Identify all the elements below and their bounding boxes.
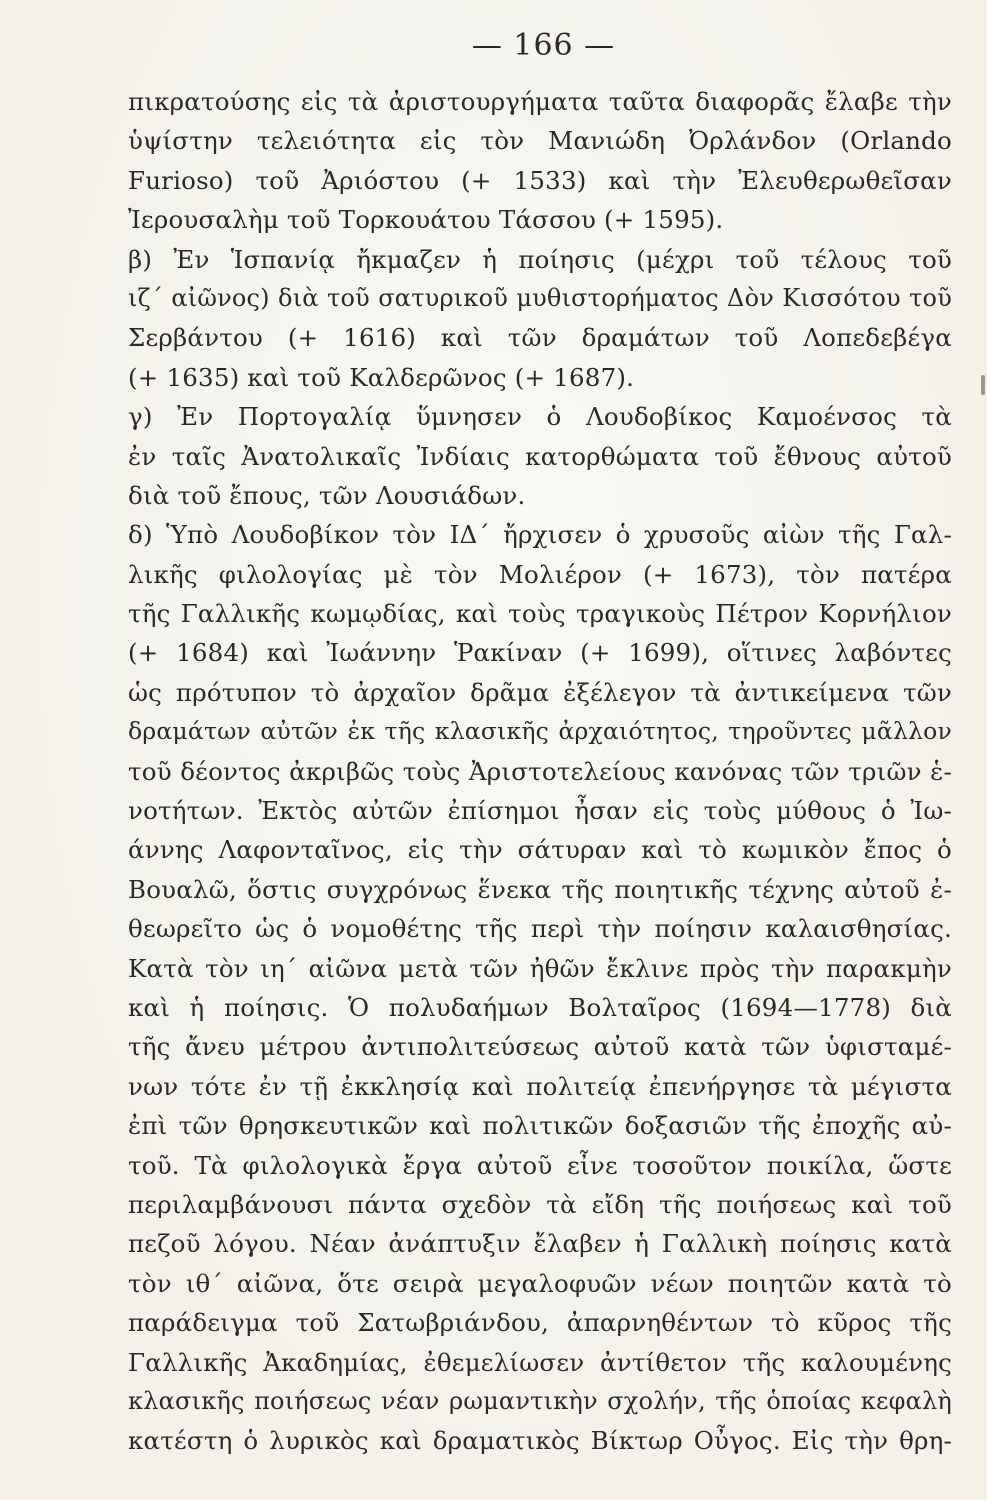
text-line: ιζ΄ αἰῶνος) διὰ τοῦ σατυρικοῦ μυθιστορήματος Δὸν Κισσότου τοῦ	[128, 283, 952, 312]
text-line: νων τότε ἐν τῇ ἐκκλησίᾳ καὶ πολιτείᾳ ἐπενήργησε τὰ μέγιστα	[128, 1071, 952, 1101]
text-line: πικρατούσης εἰς τὰ ἀριστουργήματα ταῦτα διαφορᾶς ἔλαβε τὴν	[128, 87, 952, 116]
text-line: πεζοῦ λόγου. Νέαν ἀνάπτυξιν ἔλαβεν ἡ Γαλλικὴ ποίησις κατὰ	[128, 1229, 952, 1259]
text-line: Furioso) τοῦ Ἀριόστου (+ 1533) καὶ τὴν Ἐλευθερωθεῖσαν	[128, 165, 952, 195]
text-line: τοῦ. Τὰ φιλολογικὰ ἔργα αὐτοῦ εἶνε τοσοῦτον ποικίλα, ὥστε	[128, 1150, 952, 1180]
text-line: ὡς πρότυπον τὸ ἀρχαῖον δρᾶμα ἐξέλεγον τὰ ἀντικείμενα τῶν	[128, 677, 952, 707]
text-line: παράδειγμα τοῦ Σατωβριάνδου, ἀπαρνηθέντων τὸ κῦρος τῆς	[128, 1308, 952, 1338]
text-line: (+ 1635) καὶ τοῦ Καλδερῶνος (+ 1687).	[128, 362, 635, 392]
text-line: β) Ἐν Ἱσπανίᾳ ἤκμαζεν ἡ ποίησις (μέχρι τοῦ τέλους τοῦ	[128, 244, 952, 274]
text-line: Κατὰ τὸν ιη΄ αἰῶνα μετὰ τῶν ἠθῶν ἔκλινε πρὸς τὴν παρακμὴν	[128, 953, 952, 983]
text-line: τὸν ιθ΄ αἰῶνα, ὅτε σειρὰ μεγαλοφυῶν νέων ποιητῶν κατὰ τὸ	[128, 1268, 952, 1298]
text-line: Γαλλικῆς Ἀκαδημίας, ἐθεμελίωσεν ἀντίθετον τῆς καλουμένης	[128, 1347, 952, 1377]
text-line: κατέστη ὁ λυρικὸς καὶ δραματικὸς Βίκτωρ Οὖγος. Εἰς τὴν θρη-	[128, 1426, 952, 1456]
page-edge-mark	[981, 375, 985, 395]
text-line: περιλαμβάνουσι πάντα σχεδὸν τὰ εἴδη τῆς ποιήσεως καὶ τοῦ	[128, 1189, 952, 1219]
text-line: διὰ τοῦ ἔπους, τῶν Λουσιάδων.	[128, 480, 526, 510]
text-line: νοτήτων. Ἐκτὸς αὐτῶν ἐπίσημοι ἦσαν εἰς τοὺς μύθους ὁ Ἰω-	[128, 796, 952, 826]
text-line: άννης Λαφονταῖνος, εἰς τὴν σάτυραν καὶ τὸ κωμικὸν ἔπος ὁ	[128, 835, 952, 865]
text-line: δ) Ὑπὸ Λουδοβίκον τὸν ΙΔ΄ ἤρχισεν ὁ χρυσοῦς αἰὼν τῆς Γαλ-	[128, 520, 952, 550]
text-line: (+ 1684) καὶ Ἰωάννην Ῥακίναν (+ 1699), οἵτινες λαβόντες	[128, 638, 952, 668]
text-line: κλασικῆς ποιήσεως νέαν ρωμαντικὴν σχολήν, τῆς ὁποίας κεφαλὴ	[128, 1386, 952, 1415]
text-line: Ἰερουσαλὴμ τοῦ Τορκουάτου Τάσσου (+ 1595).	[128, 205, 724, 235]
text-line: Βουαλῶ, ὅστις συγχρόνως ἕνεκα τῆς ποιητικῆς τέχνης αὐτοῦ ἐ-	[128, 874, 952, 904]
text-line: Σερβάντου (+ 1616) καὶ τῶν δραμάτων τοῦ Λοπεδεβέγα	[128, 323, 952, 353]
text-line: ἐν ταῖς Ἀνατολικαῖς Ἰνδίαις κατορθώματα τοῦ ἔθνους αὐτοῦ	[128, 441, 952, 471]
body-text	[128, 82, 952, 1461]
text-line: τῆς ἄνευ μέτρου ἀντιπολιτεύσεως αὐτοῦ κατὰ τῶν ὑφισταμέ-	[128, 1032, 952, 1062]
text-line: λικῆς φιλολογίας μὲ τὸν Μολιέρον (+ 1673), τὸν πατέρα	[128, 559, 952, 589]
text-line: γ) Ἐν Πορτογαλίᾳ ὕμνησεν ὁ Λουδοβίκος Καμοένσος τὰ	[128, 402, 952, 432]
text-line: θεωρεῖτο ὡς ὁ νομοθέτης τῆς περὶ τὴν ποίησιν καλαισθησίας.	[128, 914, 952, 944]
text-line: τοῦ δέοντος ἀκριβῶς τοὺς Ἀριστοτελείους κανόνας τῶν τριῶν ἑ-	[128, 756, 952, 786]
text-line: ὑψίστην τελειότητα εἰς τὸν Μανιώδη Ὀρλάνδον (Orlando	[128, 126, 952, 156]
page-number: — 166 —	[471, 28, 616, 63]
text-line: δραμάτων αὐτῶν ἐκ τῆς κλασικῆς ἀρχαιότητος, τηροῦντες μᾶλλον	[128, 717, 952, 746]
text-line: τῆς Γαλλικῆς κωμῳδίας, καὶ τοὺς τραγικοὺς Πέτρον Κορνήλιον	[128, 599, 952, 629]
text-line: ἐπὶ τῶν θρησκευτικῶν καὶ πολιτικῶν δοξασιῶν τῆς ἐποχῆς αὐ-	[128, 1111, 952, 1141]
text-line: καὶ ἡ ποίησις. Ὁ πολυδαήμων Βολταῖρος (1694—1778) διὰ	[128, 992, 952, 1022]
